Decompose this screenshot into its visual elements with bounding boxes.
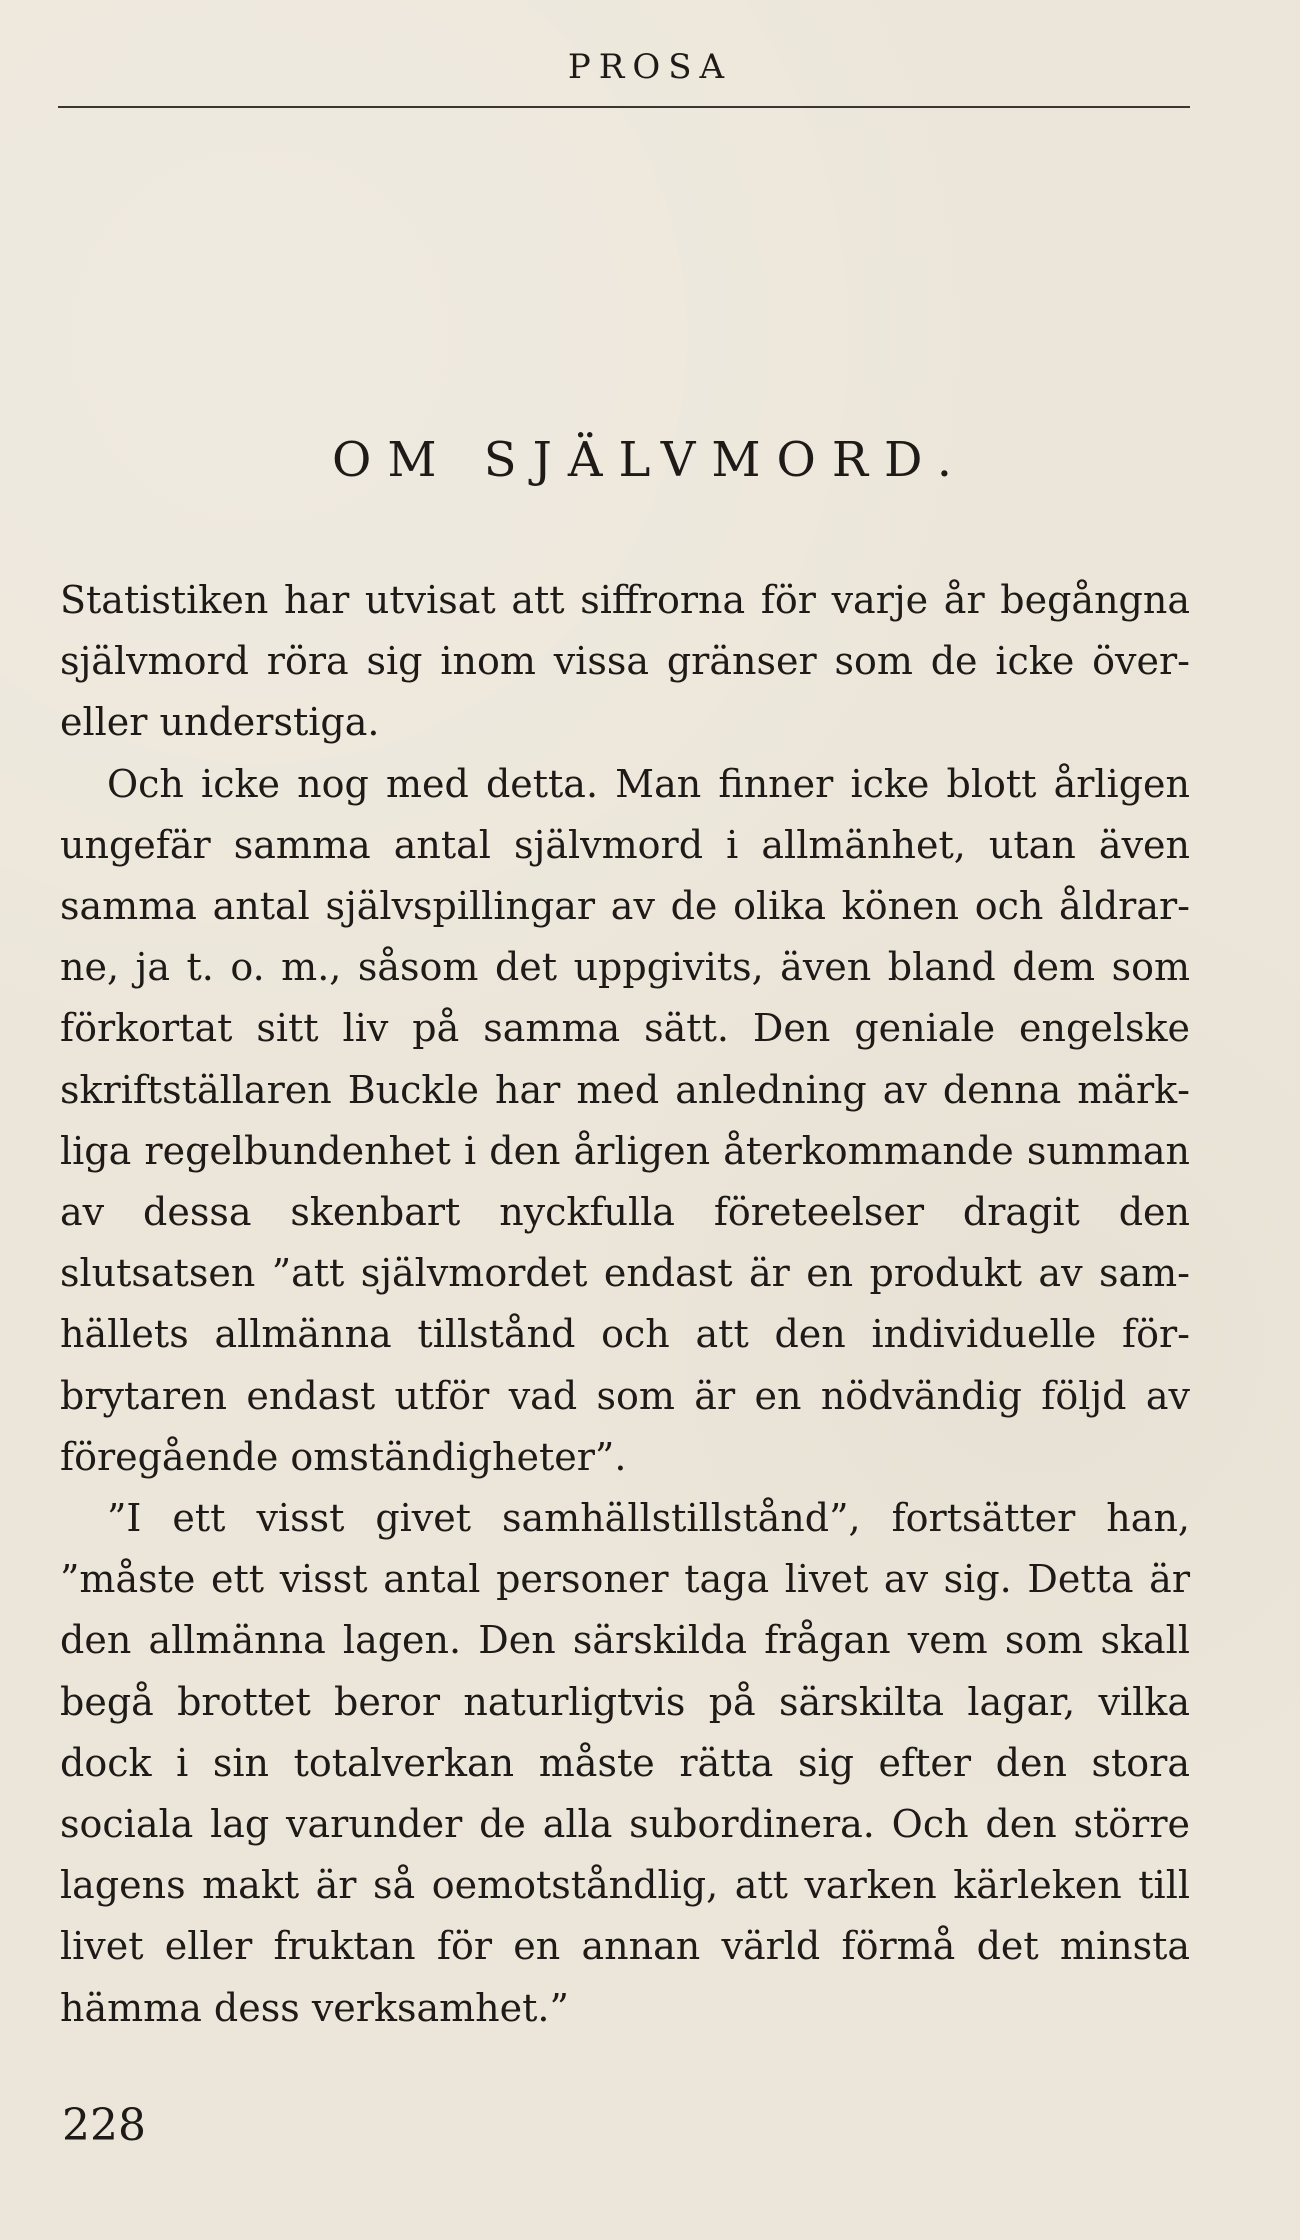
header-rule <box>58 106 1190 108</box>
paragraph-1: Statistiken har utvisat att siffrorna för varje år begångna självmord röra sig inom vissa gränser som de icke över- eller understiga. <box>60 578 1190 745</box>
running-title: PROSA <box>567 47 733 87</box>
paragraph-2: Och icke nog med detta. Man finner icke blott årligen ungefär samma antal självmord i allmänhet, utan även samma antal självspillingar av de olika könen och åldrarne, ja t. o. m., såsom det uppgivits, även bland dem som förkortat sitt liv på samma sätt. Den geniale engelske skriftställaren Buckle har med anledning av denna märkliga regelbundenhet i den årligen återkommande summan av dessa skenbart nyckfulla företeelser dragit den slutsatsen ”att självmordet endast är en produkt av samhällets allmänna tillstånd och att den individuelle förbrytaren endast utför vad som är en nödvändig följd av föregående omständigheter”. <box>60 761 1190 1479</box>
paragraph-3: ”I ett visst givet samhällstillstånd”, fortsätter han, ”måste ett visst antal personer taga livet av sig. Detta är den allmänna lagen. Den särskilda frågan vem som skall begå brottet beror naturligtvis på särskilta lagar, vilka dock i sin totalverkan måste rätta sig efter den stora sociala lag varunder de alla subordinera. Och den större lagens makt är så oemotståndlig, att varken kärleken till livet eller fruktan för en annan värld förmå det minsta hämma dess verksamhet.” <box>60 1496 1190 2030</box>
page-number: 228 <box>62 2100 146 2151</box>
chapter-title: OM SJÄLVMORD. <box>331 432 969 488</box>
body-text <box>60 570 1190 2039</box>
